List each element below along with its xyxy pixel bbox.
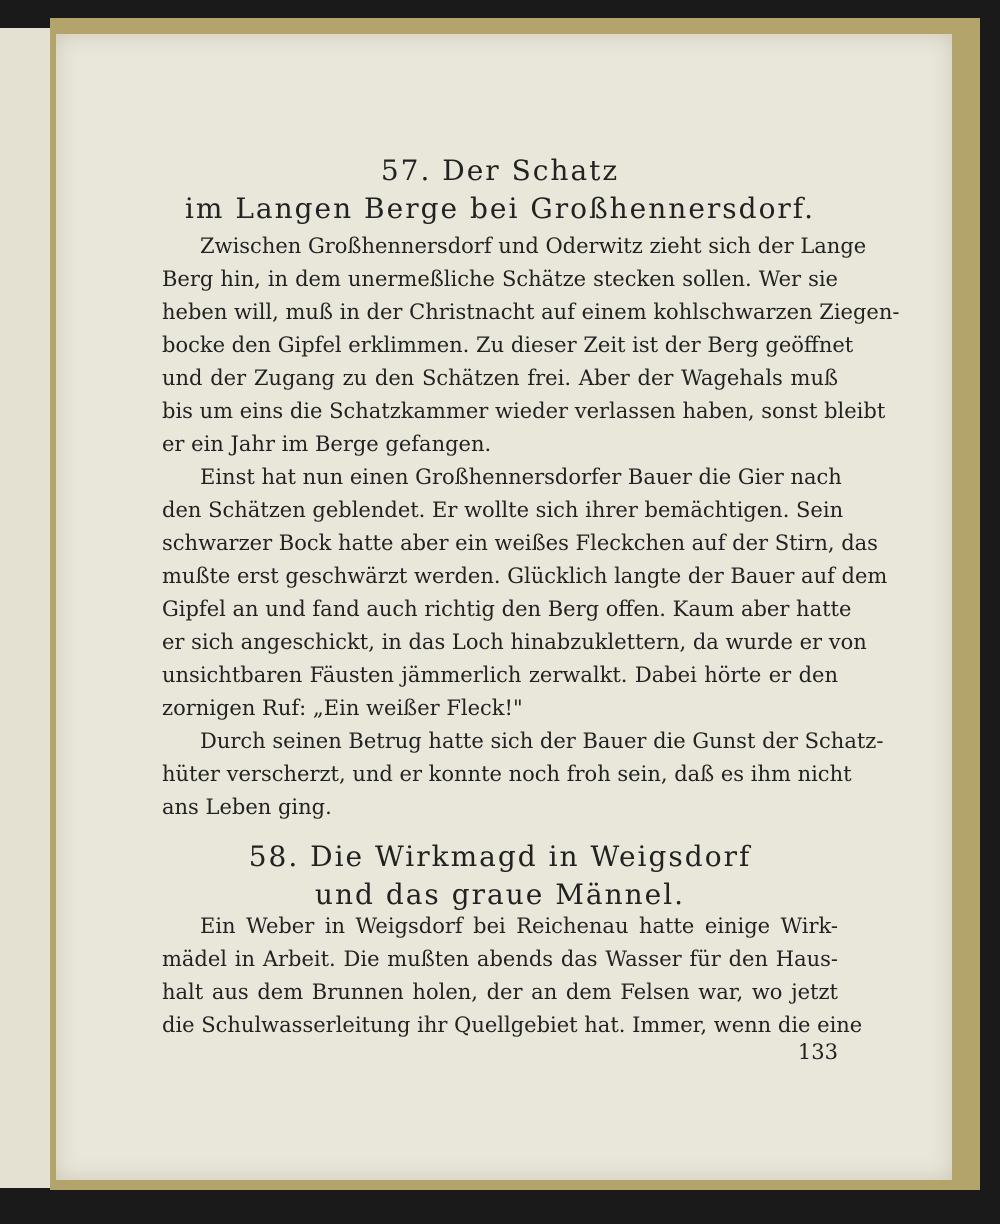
- text-line: Durch seinen Betrug hatte sich der Bauer die Gunst der Schatz-: [200, 729, 884, 753]
- text-line: schwarzer Bock hatte aber ein weißes Fleckchen auf der Stirn, das: [162, 531, 878, 555]
- heading-58-line-2: und das graue Männel.: [314, 878, 686, 911]
- text-line: Berg hin, in dem unermeßliche Schätze stecken sollen. Wer sie: [162, 267, 838, 291]
- text-line: Zwischen Großhennersdorf und Oderwitz zieht sich der Lange: [200, 234, 867, 258]
- text-line: und der Zugang zu den Schätzen frei. Aber der Wagehals muß: [162, 366, 838, 390]
- text-line: halt aus dem Brunnen holen, der an dem Felsen war, wo jetzt: [162, 980, 838, 1004]
- chapter-heading-57: [162, 152, 838, 228]
- text-line: mädel in Arbeit. Die mußten abends das Wasser für den Haus-: [162, 947, 838, 971]
- text-line: bis um eins die Schatzkammer wieder verlassen haben, sonst bleibt: [162, 399, 886, 423]
- text-line: zornigen Ruf: „Ein weißer Fleck!": [162, 696, 523, 720]
- heading-57-line-1: 57. Der Schatz: [380, 154, 620, 187]
- text-line: Ein Weber in Weigsdorf bei Reichenau hatte einige Wirk-: [200, 914, 838, 938]
- heading-57-line-2: im Langen Berge bei Großhennersdorf.: [184, 192, 816, 225]
- text-line: er sich angeschickt, in das Loch hinabzuklettern, da wurde er von: [162, 630, 867, 654]
- book-page: [56, 34, 952, 1180]
- text-line: mußte erst geschwärzt werden. Glücklich langte der Bauer auf dem: [162, 564, 888, 588]
- text-line: den Schätzen geblendet. Er wollte sich ihrer bemächtigen. Sein: [162, 498, 844, 522]
- left-page-edge: [0, 28, 52, 1188]
- text-line: unsichtbaren Fäusten jämmerlich zerwalkt. Dabei hörte er den: [162, 663, 838, 687]
- text-line: Einst hat nun einen Großhennersdorfer Bauer die Gier nach: [200, 465, 842, 489]
- text-line: hüter verscherzt, und er konnte noch froh sein, daß es ihm nicht: [162, 762, 852, 786]
- text-line: heben will, muß in der Christnacht auf einem kohlschwarzen Ziegen-: [162, 300, 900, 324]
- text-line: die Schulwasserleitung ihr Quellgebiet hat. Immer, wenn die eine: [162, 1013, 863, 1037]
- text-line: er ein Jahr im Berge gefangen.: [162, 432, 492, 456]
- text-line: bocke den Gipfel erklimmen. Zu dieser Zeit ist der Berg geöffnet: [162, 333, 854, 357]
- heading-58-line-1: 58. Die Wirkmagd in Weigsdorf: [248, 840, 752, 873]
- text-line: Gipfel an und fand auch richtig den Berg offen. Kaum aber hatte: [162, 597, 852, 621]
- page-number: 133: [797, 1040, 838, 1064]
- chapter-heading-58: [162, 838, 838, 914]
- text-line: ans Leben ging.: [162, 795, 332, 819]
